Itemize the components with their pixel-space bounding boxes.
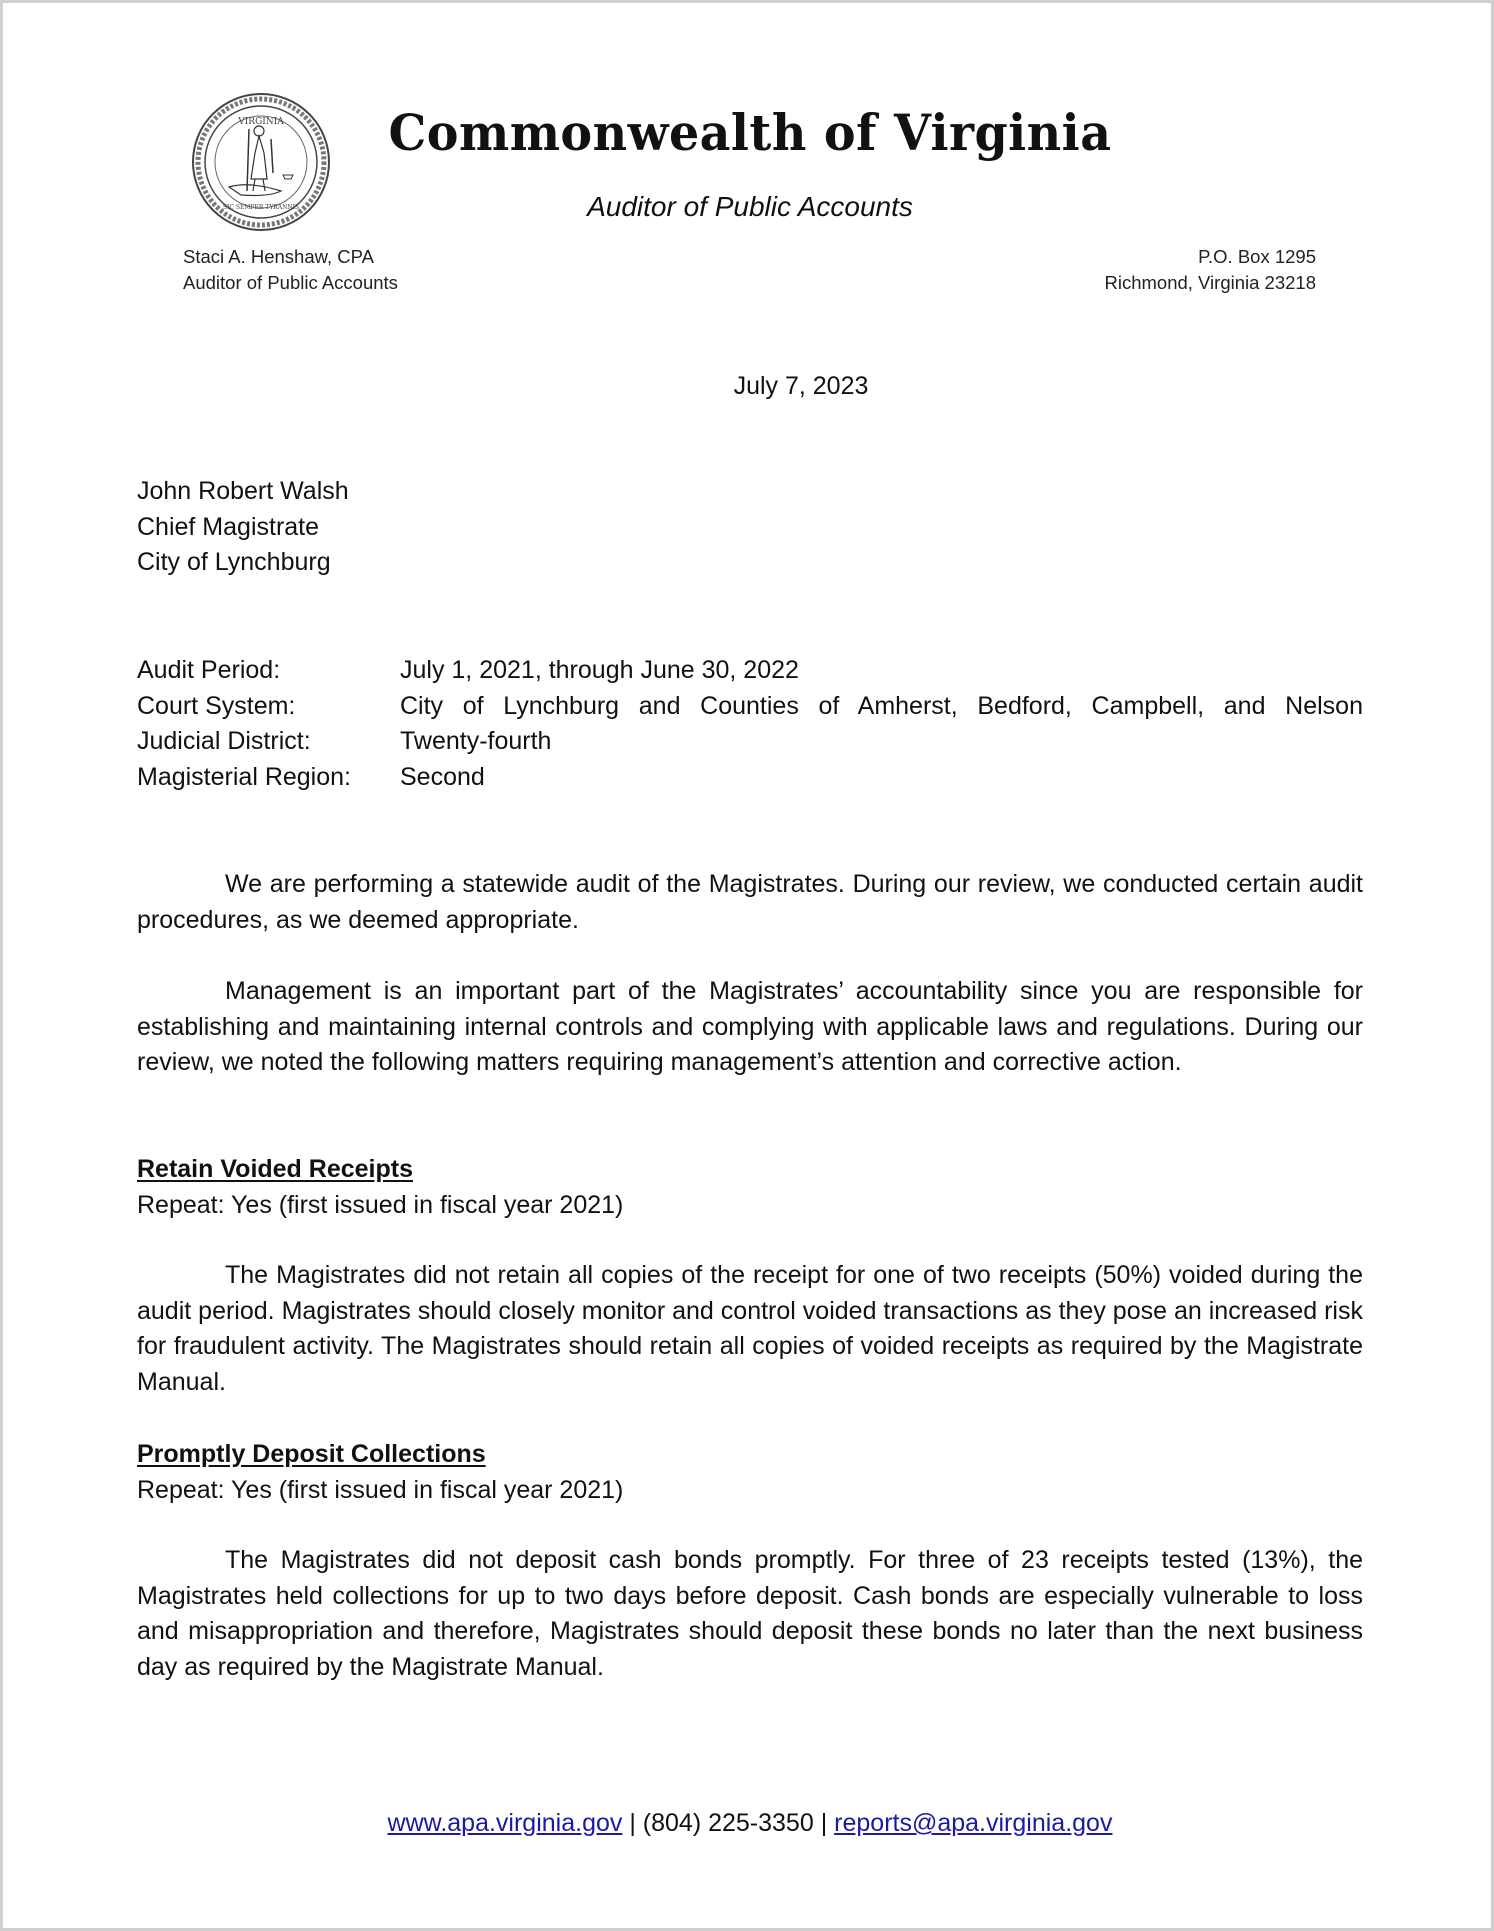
phone-number: (804) 225-3350 bbox=[642, 1809, 814, 1837]
audit-value: City of Lynchburg and Counties of Amherst, Bedford, Campbell, and Nelson bbox=[400, 691, 1363, 720]
finding-1 bbox=[137, 1152, 1363, 1223]
recipient-title: Chief Magistrate bbox=[137, 512, 320, 541]
audit-value: Twenty-fourth bbox=[400, 727, 552, 756]
audit-label: Magisterial Region: bbox=[137, 762, 351, 791]
finding-heading: Retain Voided Receipts bbox=[137, 1155, 413, 1183]
letterhead-subtitle: Auditor of Public Accounts bbox=[587, 191, 913, 222]
intro-paragraph-2: Management is an important part of the Magistrates’ accountability since you are responsible for establishing and maintaining internal controls and complying with applicable laws and regulations. During our review, we noted the following matters requiring management’s attention and corrective action. bbox=[137, 977, 1363, 1077]
recipient-name: John Robert Walsh bbox=[137, 477, 349, 505]
audit-row-magisterial-region bbox=[137, 760, 1363, 796]
finding-repeat-status: Repeat: Yes (first issued in fiscal year 2021) bbox=[137, 1190, 624, 1219]
letterhead-title: Commonwealth of Virginia bbox=[388, 103, 1112, 162]
address-block bbox=[1104, 244, 1316, 296]
sender-title: Auditor of Public Accounts bbox=[183, 272, 398, 293]
recipient-organization: City of Lynchburg bbox=[137, 548, 331, 577]
finding-heading: Promptly Deposit Collections bbox=[137, 1440, 486, 1468]
finding-1-body-block bbox=[137, 1258, 1363, 1400]
recipient-block bbox=[137, 474, 1363, 581]
intro-paragraph-1-block bbox=[137, 867, 1363, 938]
letter-date: July 7, 2023 bbox=[733, 372, 869, 400]
finding-body: The Magistrates did not retain all copies of the receipt for one of two receipts (50%) voided during the audit period. Magistrates should closely monitor and control voided transactions as they pose an increased risk for fraudulent activity. The Magistrates should retain all copies of voided receipts as required by the Magistrate Manual. bbox=[137, 1261, 1363, 1396]
intro-paragraph-1: We are performing a statewide audit of the Magistrates. During our review, we conducted certain audit procedures, as we deemed appropriate. bbox=[137, 870, 1363, 934]
sender-block bbox=[183, 244, 398, 296]
audit-row-court-system bbox=[137, 689, 1363, 725]
svg-text:SIC SEMPER TYRANNIS: SIC SEMPER TYRANNIS bbox=[222, 204, 300, 211]
finding-body: The Magistrates did not deposit cash bonds promptly. For three of 23 receipts tested (13%), the Magistrates held collections for up to two days before deposit. Cash bonds are especially vulnerable to loss and misappropriation and therefore, Magistrates should deposit these bonds no later than the next business day as required by the Magistrate Manual. bbox=[137, 1546, 1363, 1681]
sender-name: Staci A. Henshaw, CPA bbox=[183, 246, 374, 267]
finding-2 bbox=[137, 1437, 1363, 1508]
footer-separator: | bbox=[820, 1809, 828, 1837]
audit-label: Audit Period: bbox=[137, 656, 281, 684]
website-link[interactable]: www.apa.virginia.gov bbox=[387, 1809, 623, 1837]
email-link[interactable]: reports@apa.virginia.gov bbox=[834, 1809, 1113, 1837]
intro-paragraph-2-block bbox=[137, 974, 1363, 1081]
address-line-2: Richmond, Virginia 23218 bbox=[1104, 272, 1316, 293]
audit-row-judicial-district bbox=[137, 724, 1363, 760]
finding-repeat-status: Repeat: Yes (first issued in fiscal year 2021) bbox=[137, 1475, 624, 1504]
audit-info-table bbox=[137, 653, 1363, 795]
footer-contact bbox=[3, 1809, 1494, 1838]
audit-label: Court System: bbox=[137, 691, 296, 720]
footer-separator: | bbox=[629, 1809, 636, 1837]
finding-2-body-block bbox=[137, 1543, 1363, 1685]
svg-text:VIRGINIA: VIRGINIA bbox=[238, 117, 284, 127]
audit-value: Second bbox=[400, 762, 485, 791]
audit-row-period bbox=[137, 653, 1363, 689]
audit-label: Judicial District: bbox=[137, 727, 311, 756]
address-line-1: P.O. Box 1295 bbox=[1198, 246, 1316, 267]
audit-value: July 1, 2021, through June 30, 2022 bbox=[400, 656, 799, 684]
